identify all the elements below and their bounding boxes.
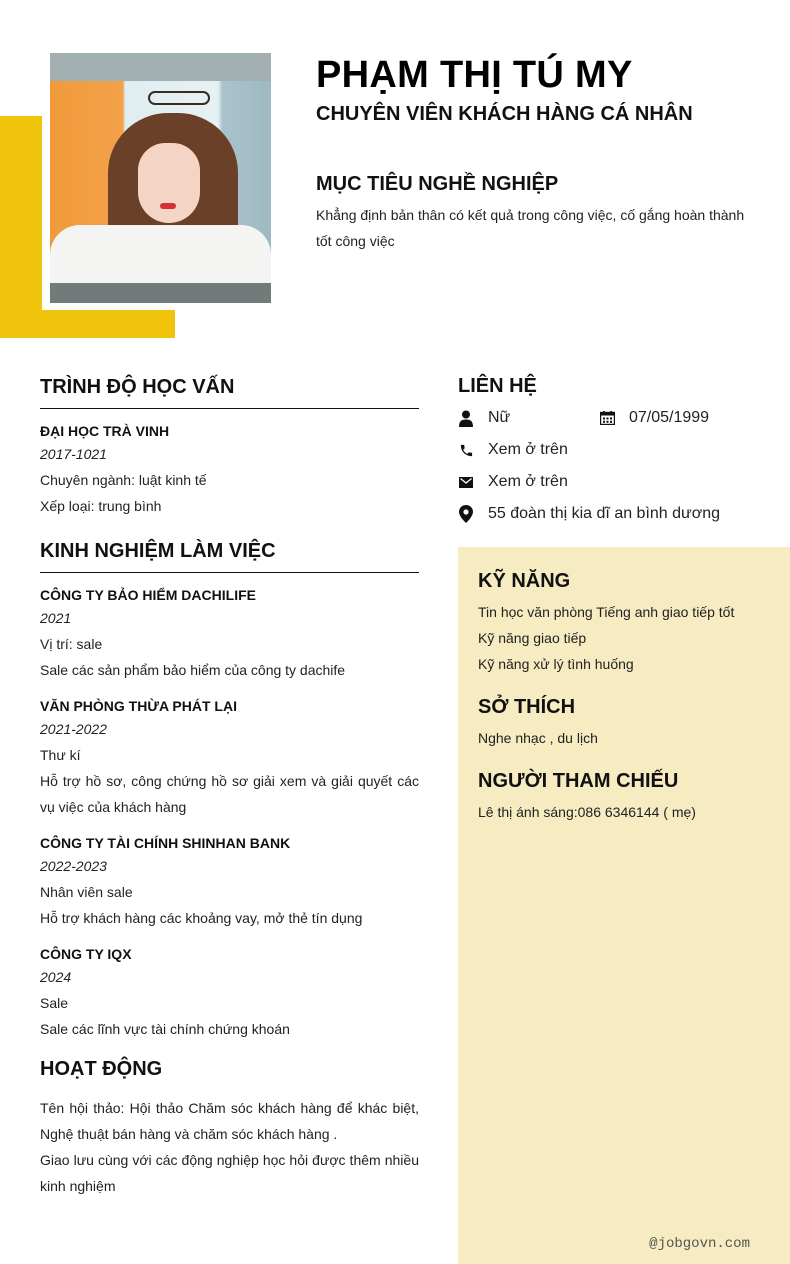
left-column (40, 373, 419, 1199)
watermark: @jobgovn.com (649, 1236, 750, 1252)
experience-period: 2021-2022 (40, 721, 107, 737)
photo-border-top (50, 53, 271, 81)
activities-heading: HOẠT ĐỘNG (40, 1058, 163, 1080)
activity-line: Tên hội thảo: Hội thảo Chăm sóc khách hàng để khác biệt, Nghệ thuật bán hàng và chăm sóc khách hàng . (40, 1100, 419, 1142)
skills-heading: KỸ NĂNG (478, 570, 571, 592)
references-heading: NGƯỜI THAM CHIẾU (478, 770, 679, 792)
experience-position: Thư kí (40, 747, 81, 763)
photo-glasses (148, 91, 210, 105)
skill-item: Kỹ năng xử lý tình huống (478, 656, 634, 672)
education-major: Chuyên ngành: luật kinh tế (40, 472, 207, 488)
experience-period: 2022-2023 (40, 858, 107, 874)
photo-face (138, 143, 200, 223)
company-name: CÔNG TY TÀI CHÍNH SHINHAN BANK (40, 835, 291, 851)
activity-line: Giao lưu cùng với các động nghiệp học hỏi được thêm nhiều kinh nghiệm (40, 1152, 419, 1194)
email-value: Xem ở trên (488, 473, 568, 490)
experience-period: 2021 (40, 610, 72, 626)
education-section (40, 373, 419, 519)
activities-section (40, 1055, 419, 1199)
contact-gender (458, 409, 510, 427)
references-section (478, 767, 770, 825)
section-divider (40, 408, 419, 409)
hobby-item: Nghe nhạc , du lịch (478, 730, 598, 746)
user-icon (458, 409, 474, 427)
experience-description: Hỗ trợ khách hàng các khoảng vay, mở thẻ tín dụng (40, 910, 363, 926)
contact-row-email (458, 466, 758, 498)
contact-dob (599, 402, 709, 434)
education-grade: Xếp loại: trung bình (40, 498, 162, 514)
experience-position: Vị trí: sale (40, 636, 103, 652)
mail-icon (458, 473, 474, 491)
location-pin-icon (458, 505, 474, 523)
photo-shirt (50, 225, 271, 285)
candidate-name: PHẠM THỊ TÚ MY (316, 54, 633, 96)
experience-description: Sale các lĩnh vực tài chính chứng khoán (40, 1021, 290, 1037)
objective-text: Khẳng định bản thân có kết quả trong công việc, cố gắng hoàn thành tốt công việc (316, 207, 745, 249)
skill-item: Tin học văn phòng Tiếng anh giao tiếp tốt (478, 604, 735, 620)
experience-entry (40, 944, 419, 1042)
hobbies-heading: SỞ THÍCH (478, 696, 576, 718)
experience-entry (40, 833, 419, 931)
experience-position: Nhân viên sale (40, 884, 133, 900)
education-entry (40, 421, 419, 519)
school-name: ĐẠI HỌC TRÀ VINH (40, 423, 170, 439)
experience-heading: KINH NGHIỆM LÀM VIỆC (40, 540, 276, 562)
address-value: 55 đoàn thị kia dĩ an bình dương (488, 505, 721, 522)
contact-row-phone (458, 434, 758, 466)
experience-entry (40, 696, 419, 820)
contact-row-gender-dob (458, 402, 758, 434)
experience-position: Sale (40, 995, 69, 1011)
decorative-yellow-bar-horizontal (0, 310, 175, 338)
phone-icon (458, 441, 474, 459)
gender-value: Nữ (488, 409, 511, 426)
company-name: VĂN PHÒNG THỪA PHÁT LẠI (40, 698, 237, 714)
skills-section (478, 567, 770, 677)
experience-section (40, 537, 419, 1042)
profile-photo (50, 53, 271, 303)
photo-lips (160, 203, 176, 209)
calendar-icon (599, 409, 615, 427)
objective-heading: MỤC TIÊU NGHỀ NGHIỆP (316, 173, 559, 195)
company-name: CÔNG TY IQX (40, 946, 132, 962)
section-divider (40, 572, 419, 573)
decorative-yellow-bar-vertical (0, 116, 42, 338)
right-sidebar-panel (458, 547, 790, 1264)
phone-value: Xem ở trên (488, 441, 568, 458)
hobbies-section (478, 693, 770, 751)
contact-heading: LIÊN HỆ (458, 375, 537, 397)
company-name: CÔNG TY BẢO HIỂM DACHILIFE (40, 587, 256, 603)
education-heading: TRÌNH ĐỘ HỌC VẤN (40, 376, 235, 398)
experience-period: 2024 (40, 969, 72, 985)
experience-description: Hỗ trợ hồ sơ, công chứng hồ sơ giải xem và giải quyết các vụ việc của khách hàng (40, 773, 419, 815)
job-title: CHUYÊN VIÊN KHÁCH HÀNG CÁ NHÂN (316, 103, 693, 125)
photo-border-bottom (50, 283, 271, 303)
skill-item: Kỹ năng giao tiếp (478, 630, 587, 646)
reference-item: Lê thị ánh sáng:086 6346144 ( mẹ) (478, 804, 696, 820)
contact-section (458, 372, 758, 530)
dob-value: 07/05/1999 (629, 409, 710, 426)
education-period: 2017-1021 (40, 446, 107, 462)
contact-row-address (458, 498, 758, 530)
experience-description: Sale các sản phẩm bảo hiểm của công ty dachife (40, 662, 346, 678)
experience-entry (40, 585, 419, 683)
